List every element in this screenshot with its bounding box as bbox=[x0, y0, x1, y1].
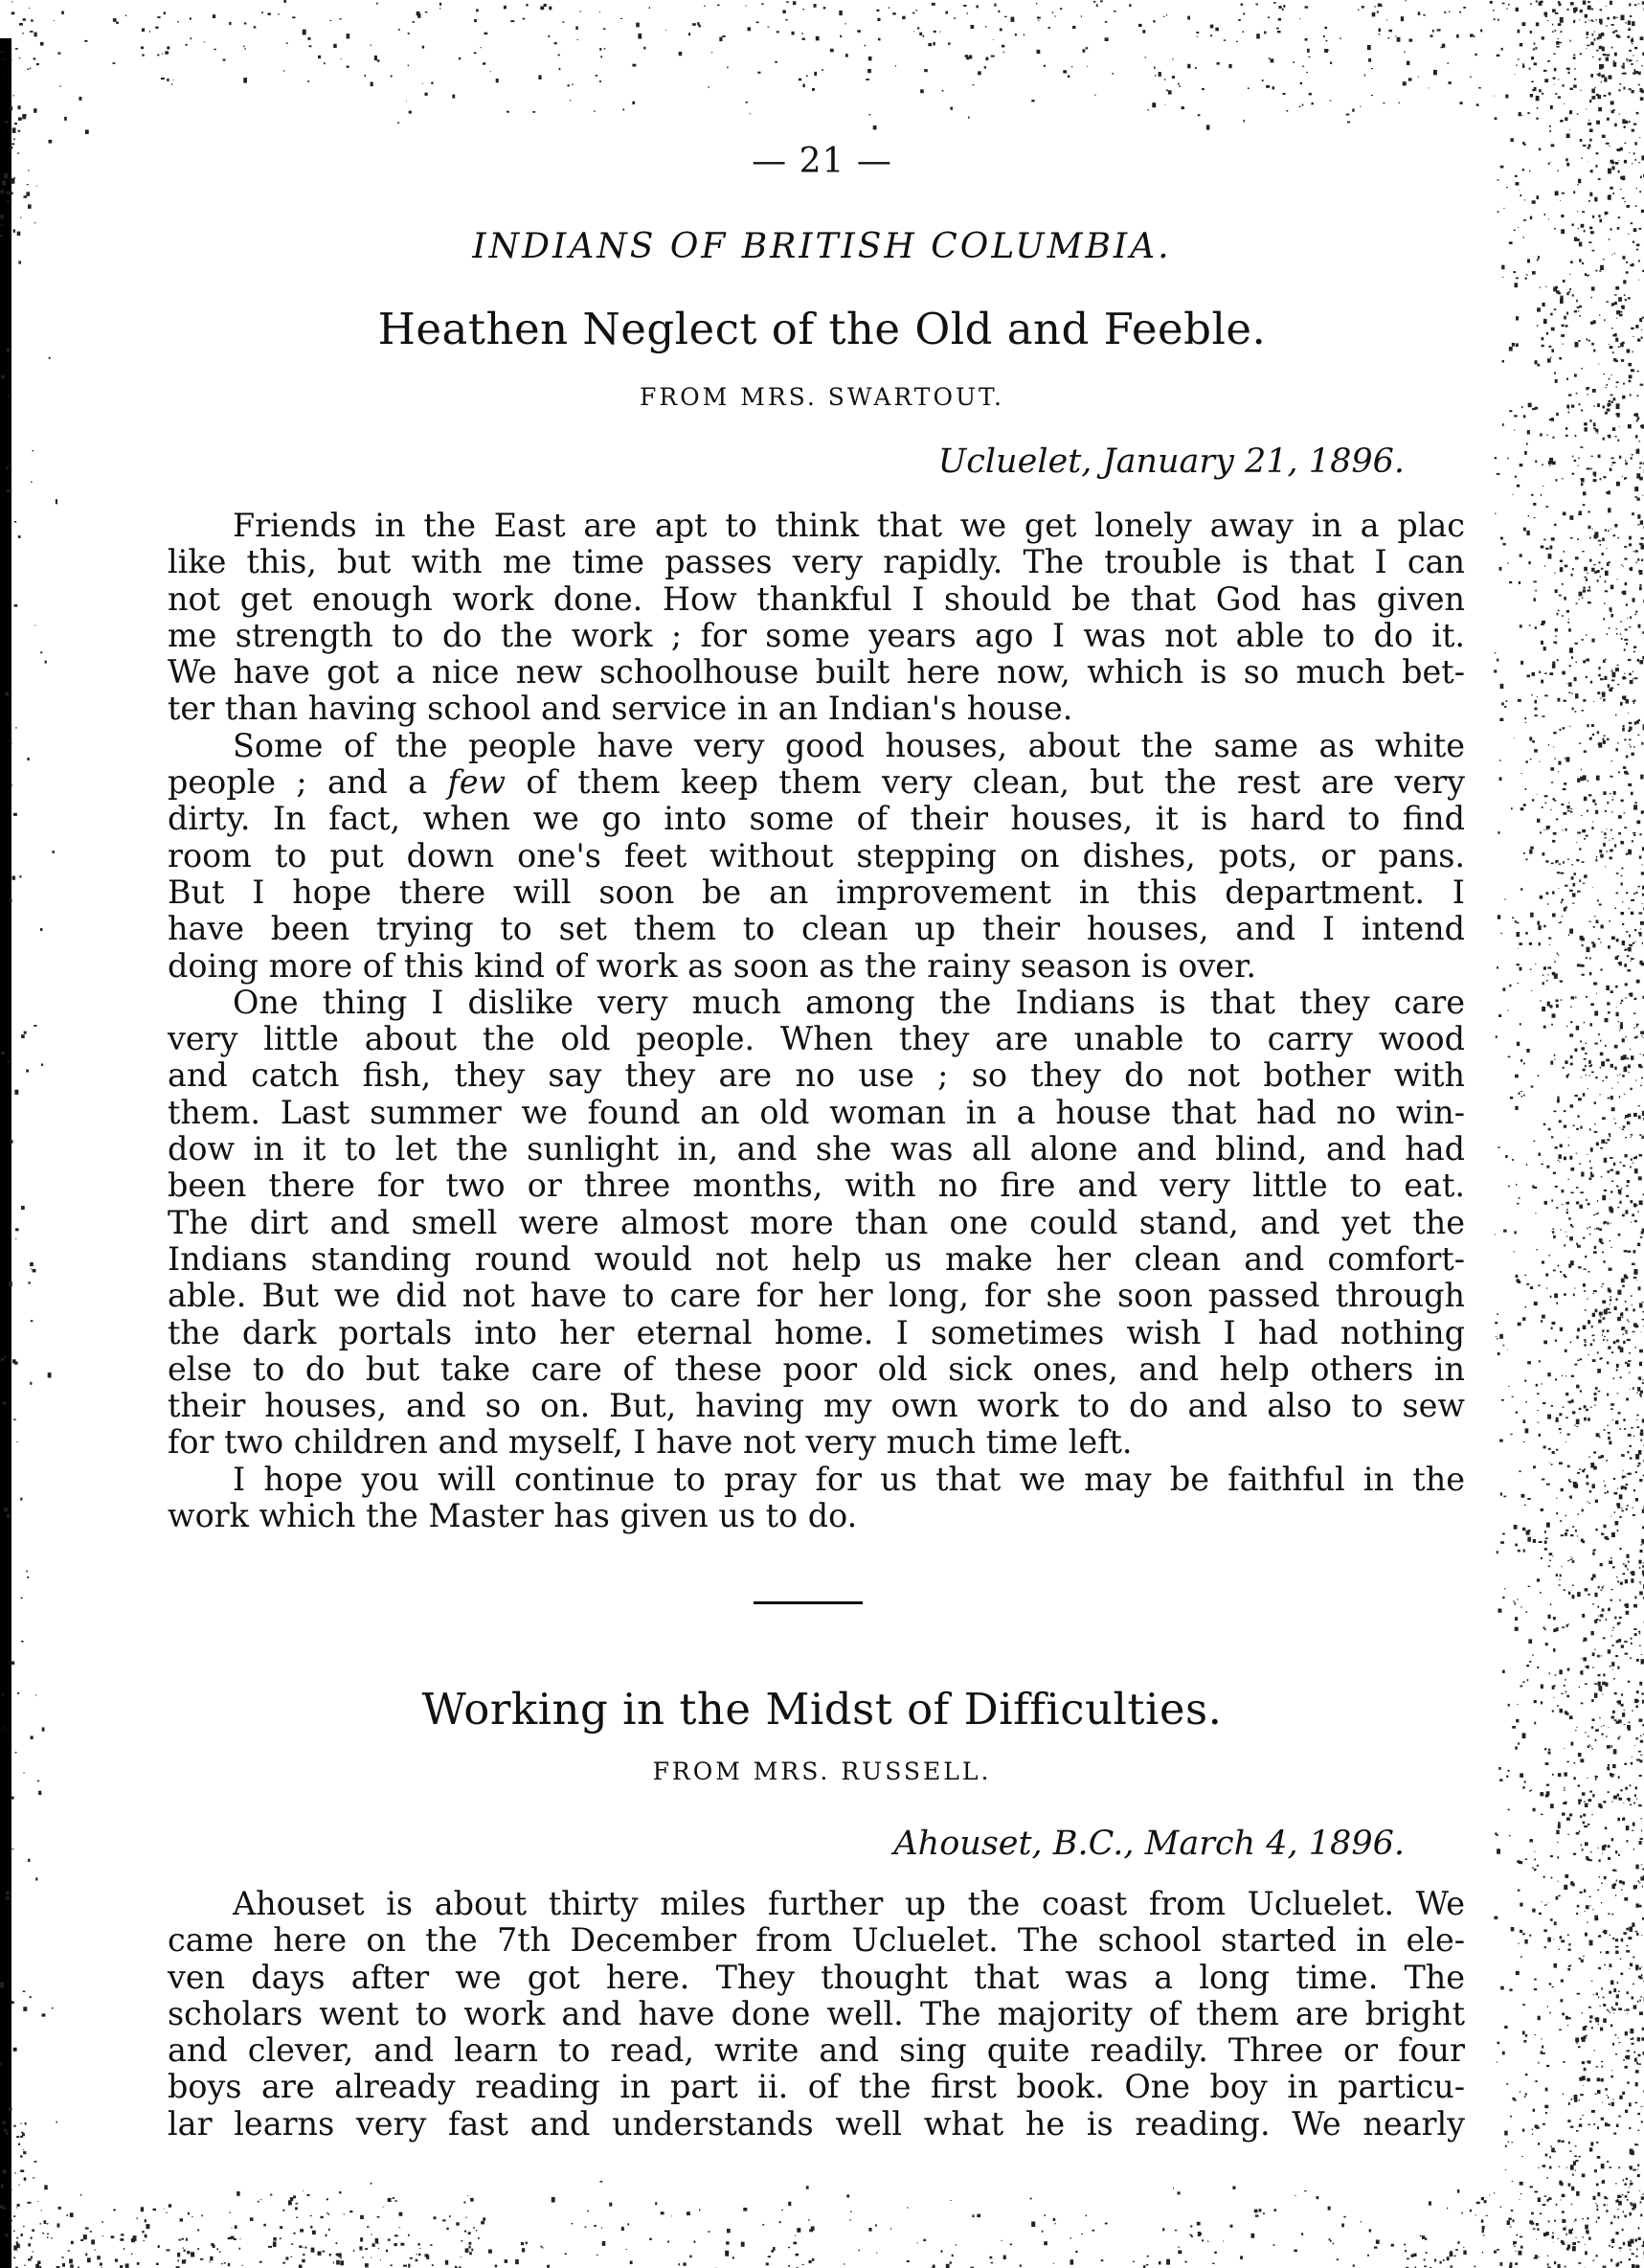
text-line: doing more of this kind of work as soon as the rainy season is over. bbox=[168, 946, 1256, 985]
article-body bbox=[168, 1886, 1465, 2143]
text-line: We have got a nice new schoolhouse built here now, which is so much bet- bbox=[168, 653, 1465, 692]
article-title: Heathen Neglect of the Old and Feeble. bbox=[377, 304, 1267, 354]
text-line: One thing I dislike very much among the Indians is that they care bbox=[233, 983, 1465, 1021]
text-line: dirty. In fact, when we go into some of their houses, it is hard to find bbox=[168, 800, 1465, 838]
section-divider bbox=[754, 1601, 863, 1604]
emphasis-word: few bbox=[447, 763, 507, 802]
text-line: very little about the old people. When they are unable to carry wood bbox=[168, 1020, 1465, 1058]
article-byline: FROM MRS. RUSSELL. bbox=[652, 1758, 992, 1785]
text-line: been there for two or three months, with no fire and very little to eat. bbox=[168, 1167, 1465, 1205]
section-title: INDIANS OF BRITISH COLUMBIA. bbox=[472, 227, 1172, 266]
text-line: have been trying to set them to clean up their houses, and I intend bbox=[168, 910, 1465, 948]
text-line: room to put down one's feet without stepping on dishes, pots, or pans. bbox=[168, 836, 1465, 874]
article-dateline: Ucluelet, January 21, 1896. bbox=[937, 442, 1405, 481]
text-line: lar learns very fast and understands well what he is reading. We nearly bbox=[168, 2104, 1465, 2143]
text-line: not get enough work done. How thankful I should be that God has given bbox=[168, 579, 1465, 618]
text-line: their houses, and so on. But, having my own work to do and also to sew bbox=[168, 1387, 1465, 1425]
text-line: The dirt and smell were almost more than one could stand, and yet the bbox=[168, 1203, 1465, 1241]
text-line: Friends in the East are apt to think that we get lonely away in a plac bbox=[233, 507, 1465, 544]
text-line: I hope you will continue to pray for us that we may be faithful in the bbox=[233, 1460, 1465, 1498]
text-line: for two children and myself, I have not very much time left. bbox=[168, 1423, 1133, 1462]
text-line: else to do but take care of these poor old sick ones, and help others in bbox=[168, 1349, 1465, 1388]
text-line: Ahouset is about thirty miles further up the coast from Ucluelet. We bbox=[233, 1885, 1465, 1922]
text-line: and clever, and learn to read, write and sing quite readily. Three or four bbox=[168, 2031, 1465, 2070]
text-line: me strength to do the work ; for some years ago I was not able to do it. bbox=[168, 616, 1465, 654]
text-line: Some of the people have very good houses, about the same as white bbox=[233, 726, 1465, 764]
scan-noise-bottom bbox=[0, 2174, 1644, 2268]
text-line: boys are already reading in part ii. of the first book. One boy in particu- bbox=[168, 2068, 1465, 2106]
text-line: like this, but with me time passes very rapidly. The trouble is that I can bbox=[168, 543, 1465, 581]
text-line: work which the Master has given us to do. bbox=[168, 1497, 858, 1535]
scan-edge-bar bbox=[0, 38, 11, 2268]
page-number: — 21 — bbox=[752, 142, 892, 181]
text-line: ven days after we got here. They thought that was a long time. The bbox=[168, 1958, 1465, 1996]
text-line: the dark portals into her eternal home. I sometimes wish I had nothing bbox=[168, 1313, 1465, 1351]
article-title: Working in the Midst of Difficulties. bbox=[421, 1684, 1223, 1735]
article-byline: FROM MRS. SWARTOUT. bbox=[640, 383, 1004, 411]
text-line: came here on the 7th December from Ucluelet. The school started in ele- bbox=[168, 1921, 1465, 1960]
text-line: able. But we did not have to care for her long, for she soon passed through bbox=[168, 1277, 1465, 1315]
text-line: scholars went to work and have done well. The majority of them are bright bbox=[168, 1994, 1465, 2032]
article-dateline: Ahouset, B.C., March 4, 1896. bbox=[893, 1825, 1405, 1863]
text-line: and catch fish, they say they are no use ; so they do not bother with bbox=[168, 1056, 1465, 1095]
scan-noise-top bbox=[0, 0, 1644, 134]
article-body bbox=[168, 508, 1465, 1534]
text-line: them. Last summer we found an old woman in a house that had no win- bbox=[168, 1093, 1465, 1131]
text-line: But I hope there will soon be an improvement in this department. I bbox=[168, 873, 1465, 911]
text-line: ter than having school and service in an Indian's house. bbox=[168, 690, 1073, 728]
text-line: dow in it to let the sunlight in, and she was all alone and blind, and had bbox=[168, 1130, 1465, 1168]
text-line: Indians standing round would not help us make her clean and comfort- bbox=[168, 1239, 1465, 1278]
text-line: people ; and a few of them keep them very clean, but the rest are very bbox=[168, 763, 1465, 802]
